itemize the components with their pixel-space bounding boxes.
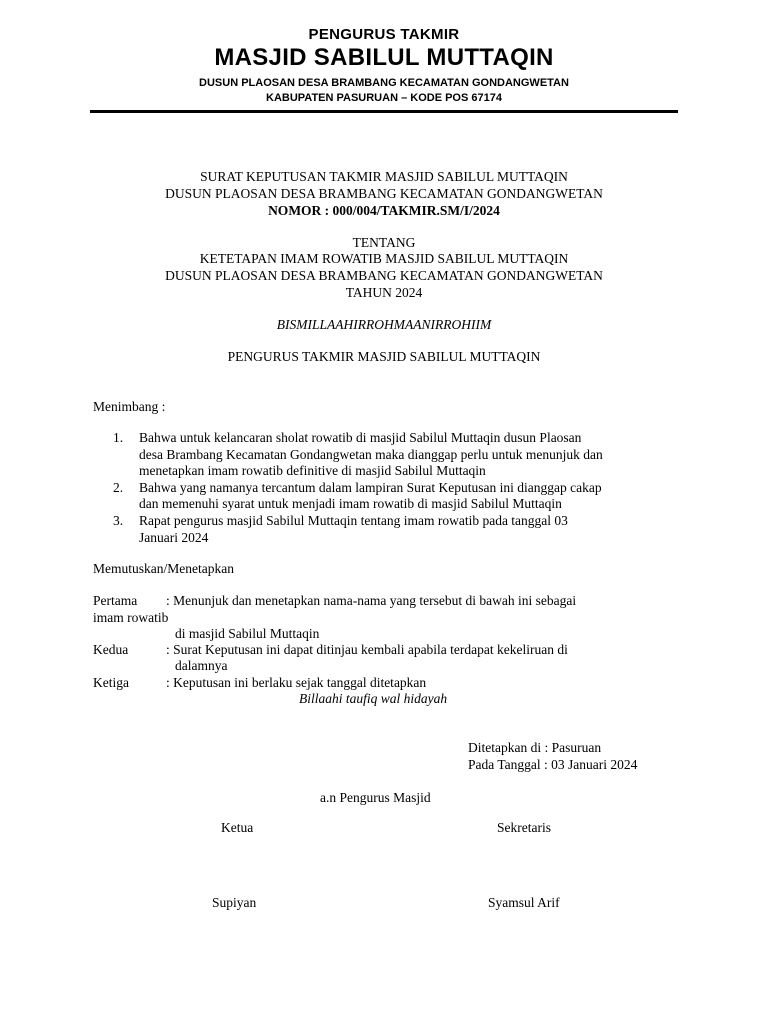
decision-first-label: Pertama [93, 593, 138, 608]
list-item-line: dan memenuhi syarat untuk menjadi imam rowatib di masjid Sabilul Muttaqin [139, 496, 562, 512]
decision-heading: Memutuskan/Menetapkan [93, 561, 234, 576]
subject-line-2: DUSUN PLAOSAN DESA BRAMBANG KECAMATAN GONDANGWETAN [165, 268, 603, 283]
list-item [113, 480, 683, 513]
list-item-line: desa Brambang Kecamatan Gondangwetan maka dianggap perlu untuk menunjuk dan [139, 446, 603, 462]
signing-date: Pada Tanggal : 03 Januari 2024 [468, 757, 638, 772]
list-item-line: menetapkan imam rowatib definitive di masjid Sabilul Muttaqin [139, 463, 486, 479]
letterhead-org: PENGURUS TAKMIR [308, 26, 460, 43]
list-item-number: 3. [113, 512, 124, 528]
subject-line-1: KETETAPAN IMAM ROWATIB MASJID SABILUL MUTTAQIN [199, 251, 569, 266]
decision-first-wrap: imam rowatib [93, 610, 169, 625]
letterhead-divider [90, 110, 678, 113]
list-item [113, 430, 683, 480]
letterhead-address: DUSUN PLAOSAN DESA BRAMBANG KECAMATAN GONDANGWETAN [199, 77, 569, 89]
list-item-line: Januari 2024 [139, 529, 209, 545]
decision-second-continuation: dalamnya [175, 658, 228, 673]
chair-title: Ketua [221, 820, 254, 835]
considering-list [113, 430, 683, 546]
list-item [113, 513, 683, 546]
subject-heading: TENTANG [352, 235, 416, 250]
list-item-line: Rapat pengurus masjid Sabilul Muttaqin tentang imam rowatib pada tanggal 03 [139, 512, 568, 528]
decision-second-text: : Surat Keputusan ini dapat ditinjau kembali apabila terdapat kekeliruan di [166, 642, 568, 657]
decree-number: NOMOR : 000/004/TAKMIR.SM/I/2024 [268, 203, 500, 218]
signing-place: Ditetapkan di : Pasuruan [468, 740, 602, 755]
letterhead-region: KABUPATEN PASURUAN – KODE POS 67174 [266, 92, 502, 104]
on-behalf: a.n Pengurus Masjid [320, 790, 431, 805]
decree-title-location: DUSUN PLAOSAN DESA BRAMBANG KECAMATAN GONDANGWETAN [165, 186, 603, 201]
decision-first-continuation: di masjid Sabilul Muttaqin [175, 626, 320, 641]
decision-third-label: Ketiga [93, 675, 129, 690]
list-item-line: Bahwa yang namanya tercantum dalam lampiran Surat Keputusan ini dianggap cakap [139, 479, 602, 495]
considering-heading: Menimbang : [93, 399, 166, 414]
list-item-number: 2. [113, 479, 124, 495]
closing-prayer: Billaahi taufiq wal hidayah [299, 691, 448, 706]
list-item-number: 1. [113, 430, 124, 445]
subject-year: TAHUN 2024 [345, 285, 423, 300]
secretary-name: Syamsul Arif [488, 895, 560, 910]
decision-first-text: : Menunjuk dan menetapkan nama-nama yang tersebut di bawah ini sebagai [166, 593, 577, 608]
decree-title: SURAT KEPUTUSAN TAKMIR MASJID SABILUL MUTTAQIN [200, 169, 568, 184]
issuer: PENGURUS TAKMIR MASJID SABILUL MUTTAQIN [227, 349, 541, 364]
secretary-title: Sekretaris [497, 820, 551, 835]
decision-third-text: : Keputusan ini berlaku sejak tanggal ditetapkan [166, 675, 427, 690]
basmalah: BISMILLAAHIRROHMAANIRROHIIM [276, 317, 492, 332]
list-item-line: Bahwa untuk kelancaran sholat rowatib di masjid Sabilul Muttaqin dusun Plaosan [139, 430, 582, 445]
letterhead-mosque-name: MASJID SABILUL MUTTAQIN [214, 44, 554, 71]
chair-name: Supiyan [212, 895, 257, 910]
decision-second-label: Kedua [93, 642, 129, 657]
